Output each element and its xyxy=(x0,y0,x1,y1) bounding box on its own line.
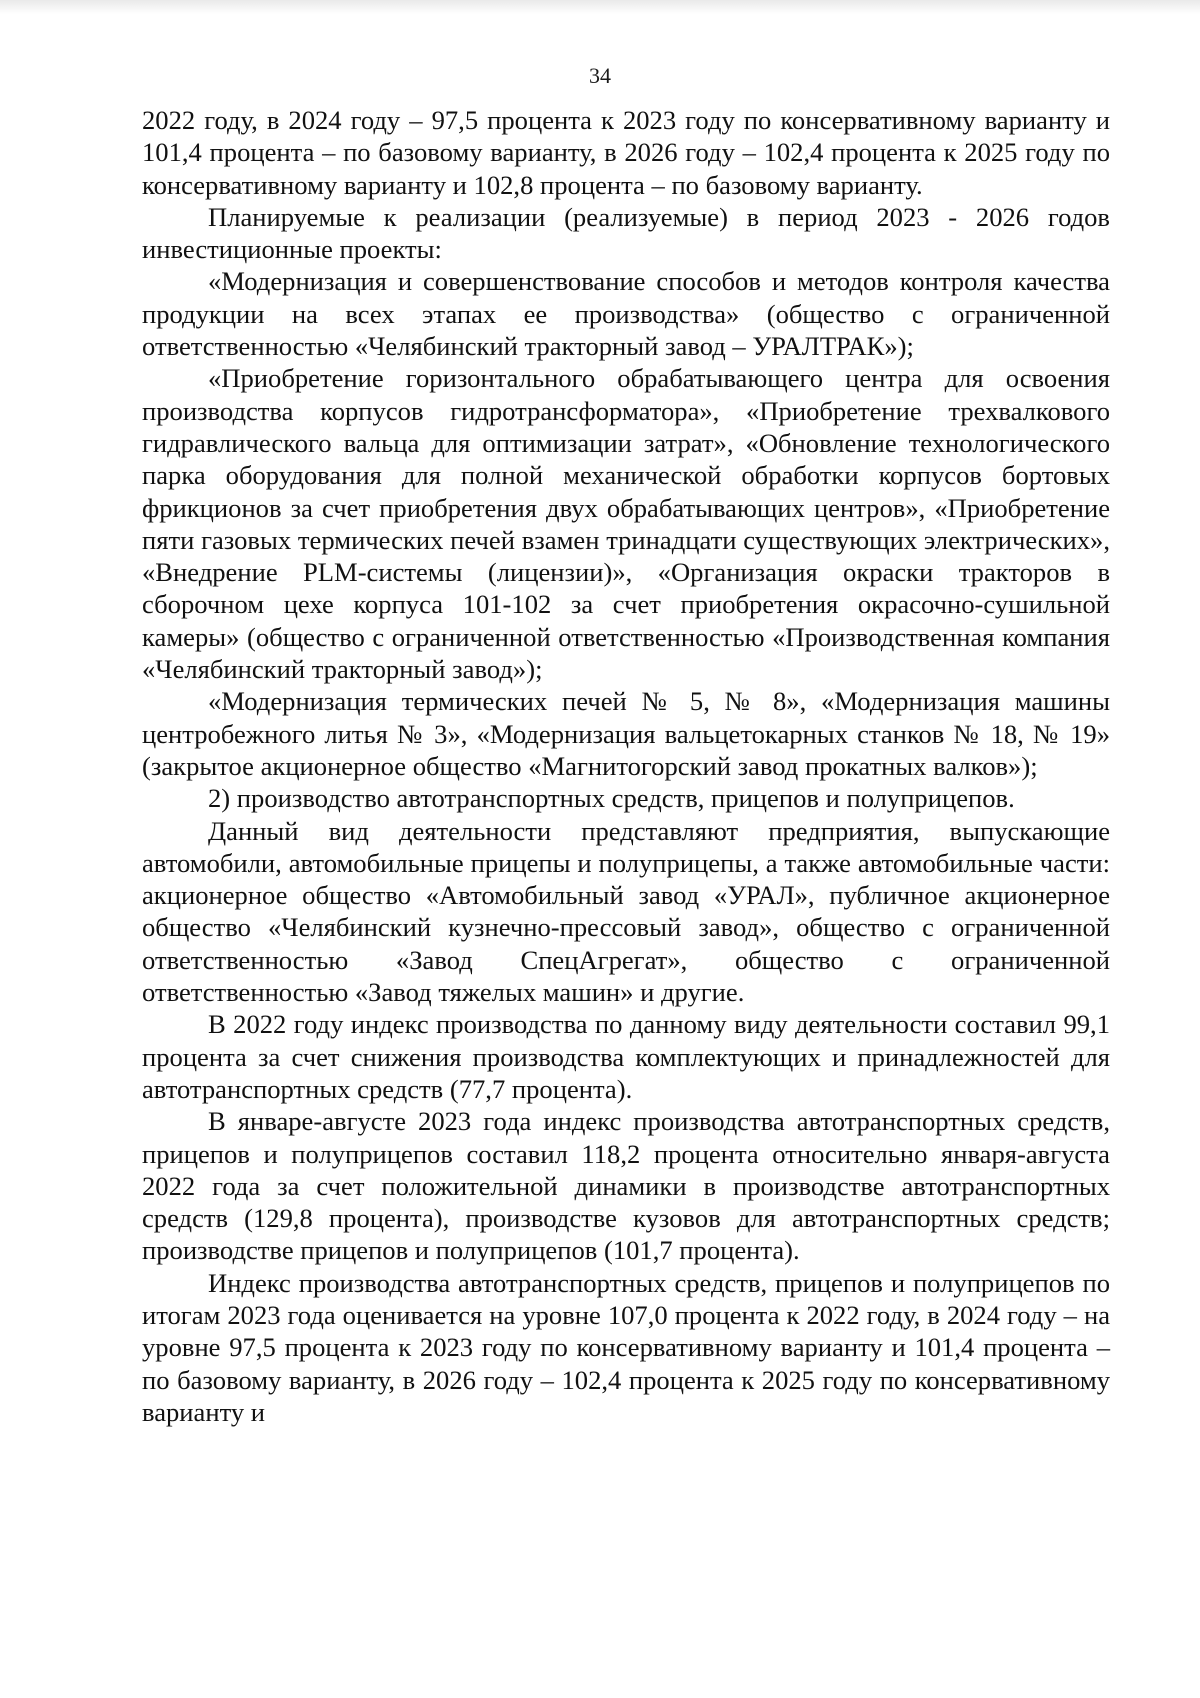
paragraph-enterprises: Данный вид деятельности представляют предприятия, выпускающие автомобили, автомобильные прицепы и полуприцепы, а также автомобильные части: акционерное общество «Автомобильный завод «УРАЛ», публичное акционерное общество «Челябинский кузнечно-прессовый завод», общество с ограниченной ответственностью «Завод СпецАгрегат», общество с ограниченной ответственностью «Завод тяжелых машин» и другие. xyxy=(142,815,1110,1008)
paragraph-project-uraltrak: «Модернизация и совершенствование способов и методов контроля качества продукции на всех этапах ее производства» (общество с ограниченной ответственностью «Челябинский тракторный завод – УРАЛТРАК»); xyxy=(142,266,1110,362)
paragraph-project-mzpv: «Модернизация термических печей № 5, № 8», «Модернизация машины центробежного литья № 3», «Модернизация вальцетокарных станков № 18, № 19» (закрытое акционерное общество «Магнитогорский завод прокатных валков»); xyxy=(142,686,1110,781)
document-body xyxy=(142,104,1110,1428)
paragraph-continuation: 2022 году, в 2024 году – 97,5 процента к 2023 году по консервативному варианту и 101,4 процента – по базовому варианту, в 2026 году – 102,4 процента к 2025 году по консервативному варианту и 102,8 процента – по базовому варианту. xyxy=(142,105,1110,200)
paragraph-project-chtz: «Приобретение горизонтального обрабатывающего центра для освоения производства корпусов гидротрансформатора», «Приобретение трехвалкового гидравлического вальца для оптимизации затрат», «Обновление технологического парка оборудования для полной механической обработки корпусов бортовых фрикционов за счет приобретения двух обрабатывающих центров», «Приобретение пяти газовых термических печей взамен тринадцати существующих электрических», «Внедрение PLM-системы (лицензии)», «Организация окраски тракторов в сборочном цехе корпуса 101-102 за счет приобретения окрасочно-сушильной камеры» (общество с ограниченной ответственностью «Производственная компания «Челябинский тракторный завод»); xyxy=(142,363,1110,685)
paragraph-index-2022: В 2022 году индекс производства по данному виду деятельности составил 99,1 процента за счет снижения производства комплектующих и принадлежностей для автотранспортных средств (77,7 процента). xyxy=(142,1009,1110,1104)
scan-edge xyxy=(0,0,1200,14)
paragraph-section-heading: 2) производство автотранспортных средств, прицепов и полуприцепов. xyxy=(208,783,1015,814)
page-number: 34 xyxy=(589,63,611,88)
paragraph-index-2023-jan-aug: В январе-августе 2023 года индекс производства автотранспортных средств, прицепов и полуприцепов составил 118,2 процента относительно января-августа 2022 года за счет положительной динамики в производстве автотранспортных средств (129,8 процента), производстве кузовов для автотранспортных средств; производстве прицепов и полуприцепов (101,7 процента). xyxy=(142,1106,1110,1266)
paragraph-investment-intro: Планируемые к реализации (реализуемые) в период 2023 - 2026 годов инвестиционные проекты: xyxy=(142,201,1110,265)
paragraph-index-forecast: Индекс производства автотранспортных средств, прицепов и полуприцепов по итогам 2023 года оценивается на уровне 107,0 процента к 2022 году, в 2024 году – на уровне 97,5 процента к 2023 году по консервативному варианту и 101,4 процента – по базовому варианту, в 2026 году – 102,4 процента к 2025 году по консервативному варианту и xyxy=(142,1267,1110,1427)
